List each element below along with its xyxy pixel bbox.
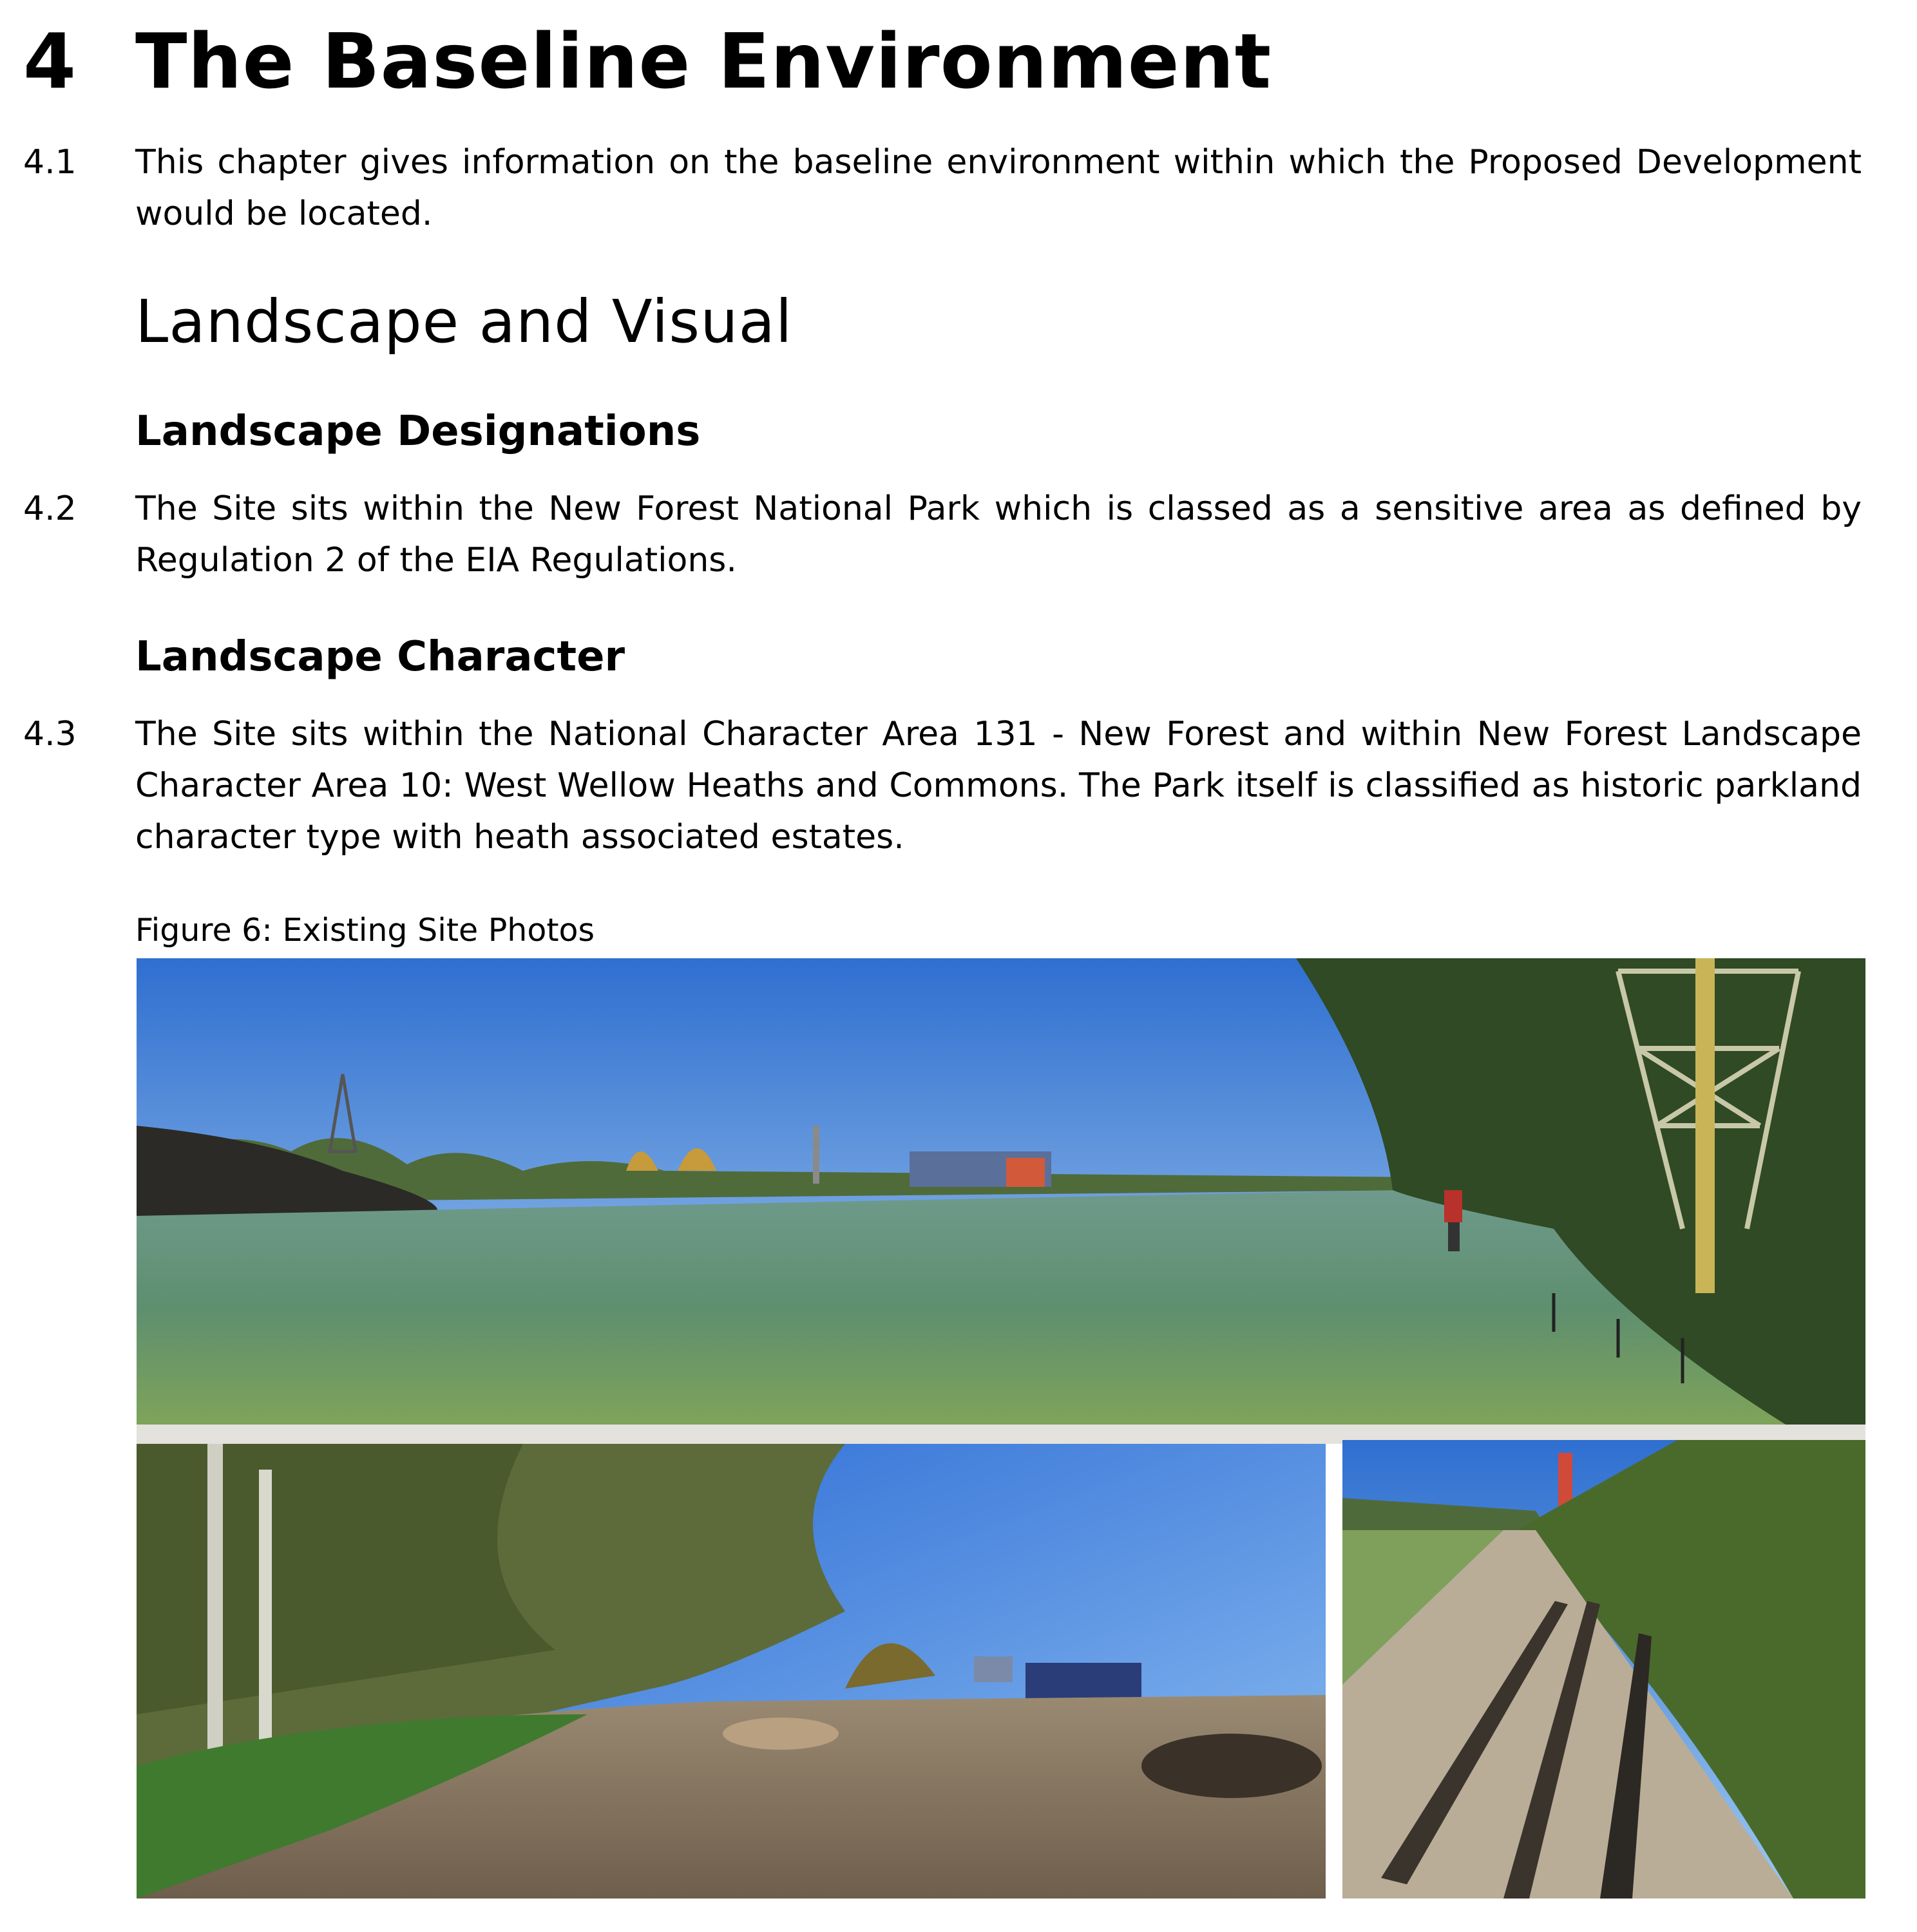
paragraph-number: 4.1 bbox=[23, 143, 77, 182]
subsection-heading: Landscape Designations bbox=[135, 408, 701, 455]
chapter-title: The Baseline Environment bbox=[135, 17, 1272, 106]
paragraph-number: 4.2 bbox=[23, 489, 77, 528]
figure-caption: Figure 6: Existing Site Photos bbox=[135, 912, 595, 949]
site-photo-cleared-ground bbox=[137, 1444, 1326, 1899]
paragraph-number: 4.3 bbox=[23, 715, 77, 753]
site-photo-path bbox=[1342, 1440, 1865, 1899]
site-photo-panorama bbox=[137, 958, 1865, 1425]
subsection-heading: Landscape Character bbox=[135, 633, 625, 681]
section-heading: Landscape and Visual bbox=[135, 287, 793, 356]
paragraph-text: This chapter gives information on the baseline environment within which the Proposed Development would be located. bbox=[135, 143, 1862, 233]
paragraph-text: The Site sits within the National Character Area 131 - New Forest and within New Forest Landscape Character Area 10: West Wellow Heaths and Commons. The Park itself is classified as historic parkland character type with heath associated estates. bbox=[135, 715, 1862, 857]
paragraph-text: The Site sits within the New Forest National Park which is classed as a sensitive area as defined by Regulation 2 of the EIA Regulations. bbox=[135, 489, 1862, 580]
chapter-number: 4 bbox=[23, 17, 77, 106]
